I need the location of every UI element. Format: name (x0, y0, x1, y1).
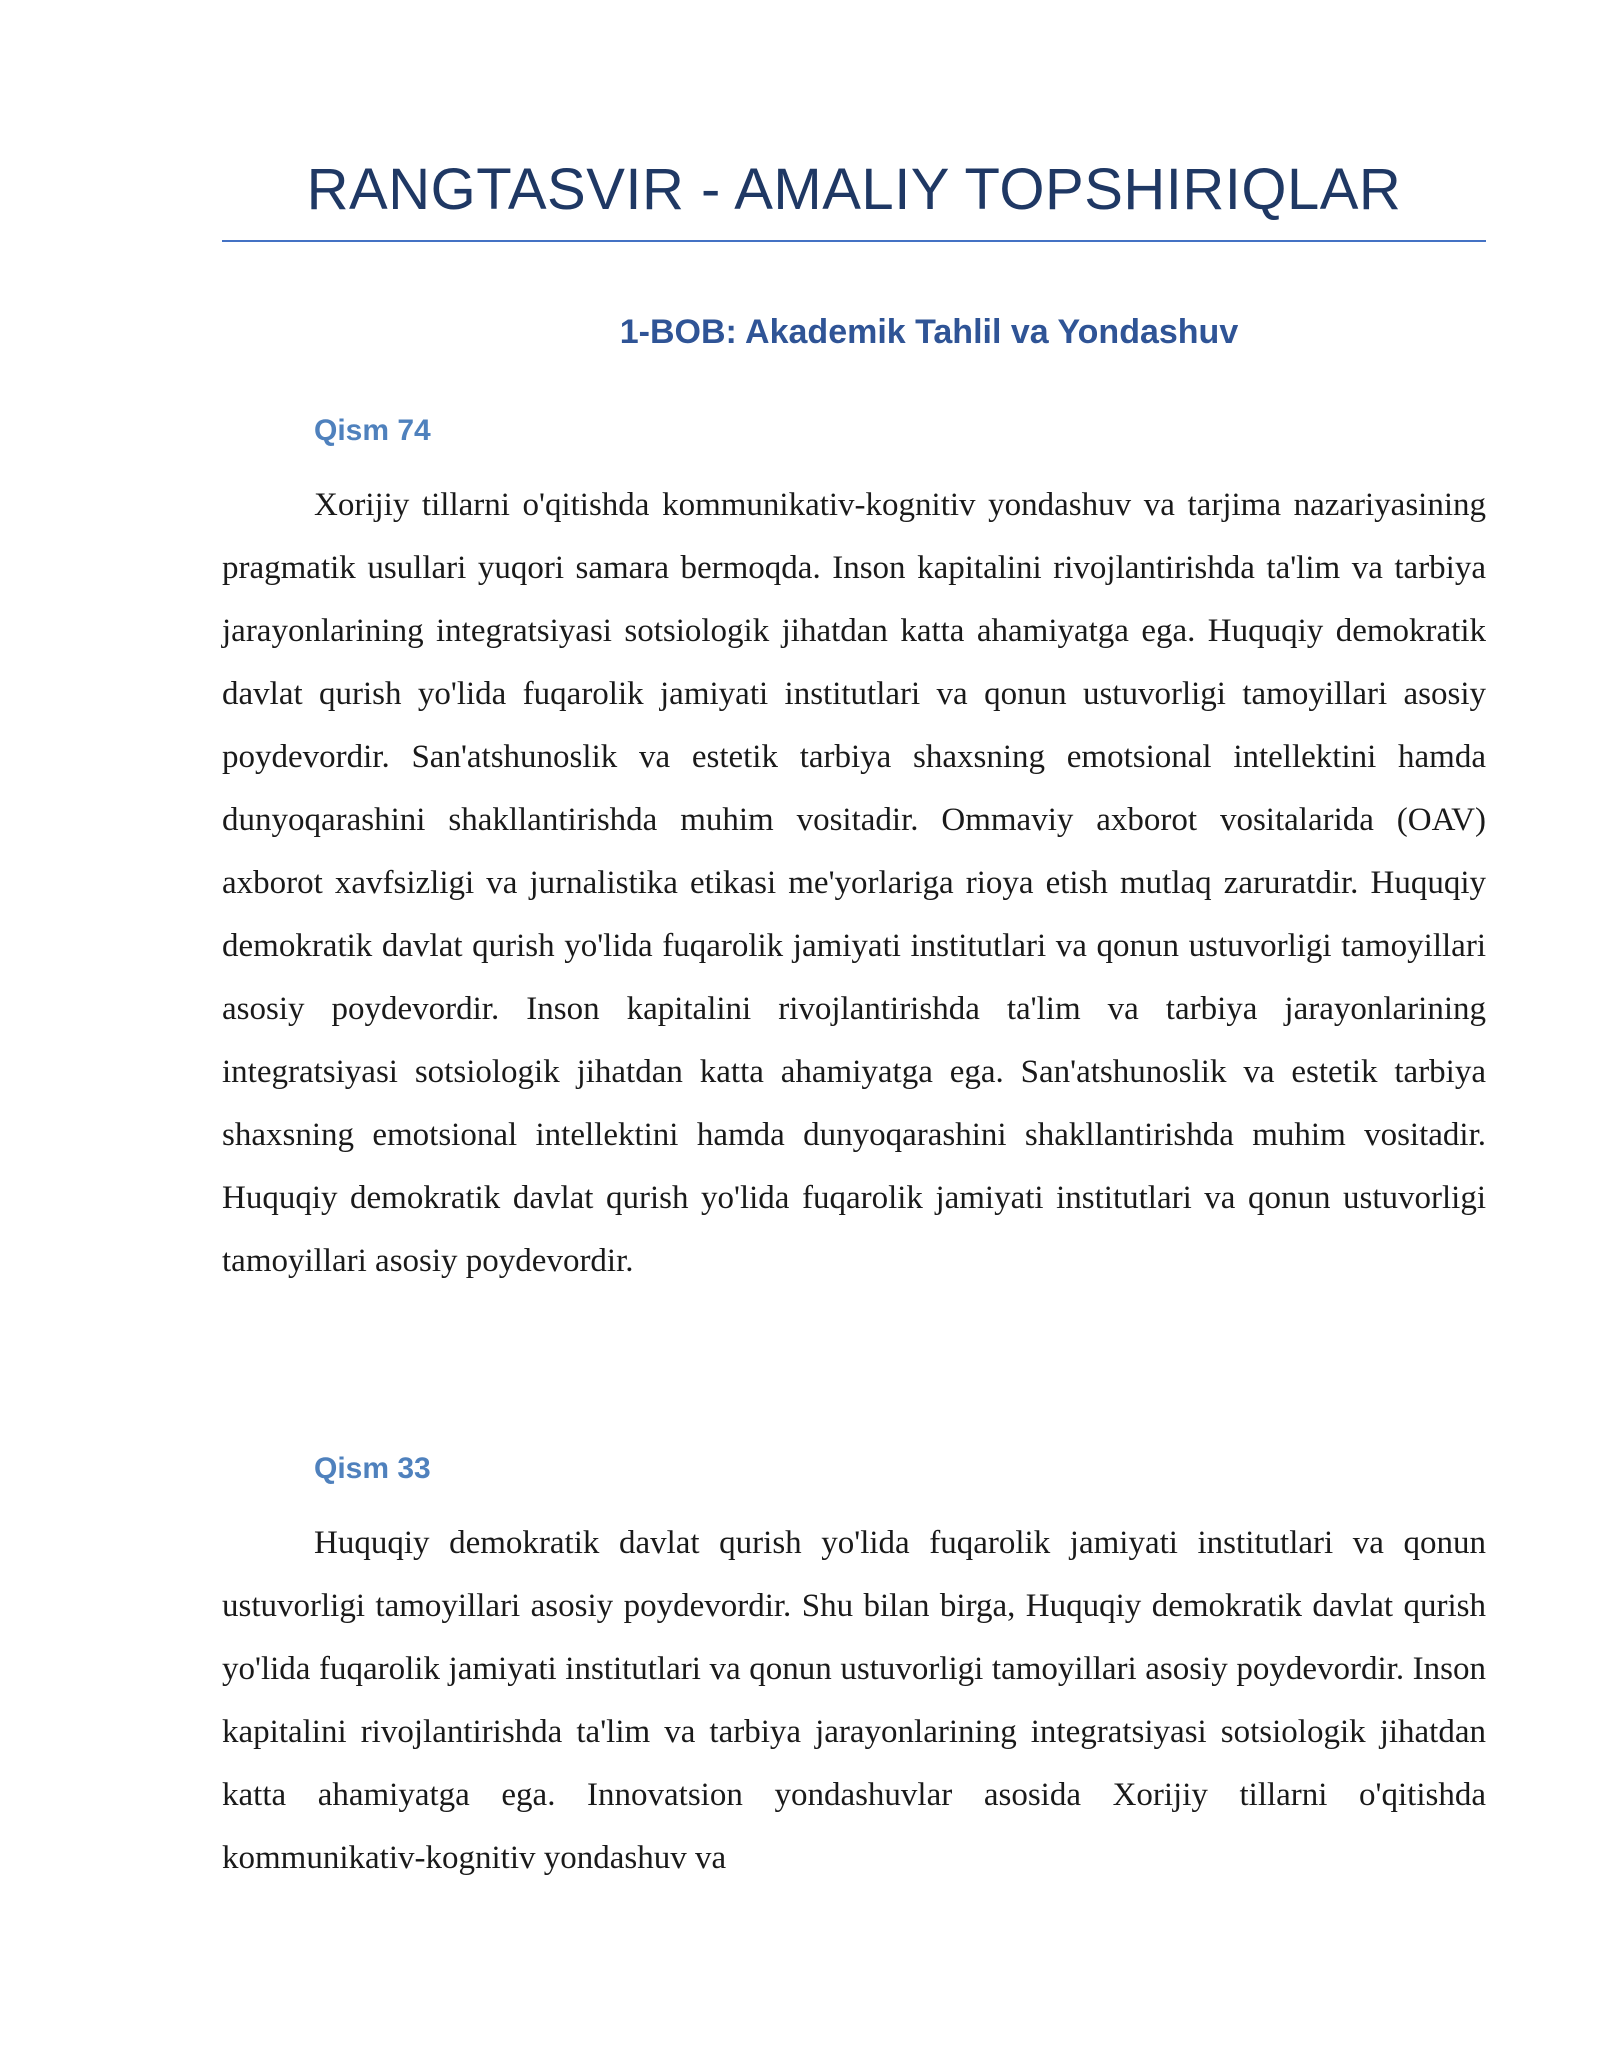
section-heading: Qism 33 (314, 1452, 431, 1485)
section-qism-33 (222, 1448, 1486, 1890)
document-title: RANGTASVIR - AMALIY TOPSHIRIQLAR (306, 157, 1402, 222)
title-underline-divider (222, 240, 1486, 242)
section-qism-74 (222, 410, 1486, 1293)
section-paragraph: Huquqiy demokratik davlat qurish yo'lida fuqarolik jamiyati institutlari va qonun ustuvorligi tamoyillari asosiy poydevordir. Shu bilan birga, Huquqiy demokratik davlat qurish yo'lida fuqarolik jamiyati institutlari va qonun ustuvorligi tamoyillari asosiy poydevordir. Inson kapitalini rivojlantirishda ta'lim va tarbiya jarayonlarining integratsiyasi sotsiologik jihatdan katta ahamiyatga ega. Innovatsion yondashuvlar asosida Xorijiy tillarni o'qitishda kommunikativ-kognitiv yondashuv va (222, 1525, 1486, 1876)
chapter-heading: 1-BOB: Akademik Tahlil va Yondashuv (619, 313, 1239, 351)
section-heading: Qism 74 (314, 414, 431, 447)
section-paragraph: Xorijiy tillarni o'qitishda kommunikativ-kognitiv yondashuv va tarjima nazariyasining pragmatik usullari yuqori samara bermoqda. Inson kapitalini rivojlantirishda ta'lim va tarbiya jarayonlarining integratsiyasi sotsiologik jihatdan katta ahamiyatga ega. Huquqiy demokratik davlat qurish yo'lida fuqarolik jamiyati institutlari va qonun ustuvorligi tamoyillari asosiy poydevordir. San'atshunoslik va estetik tarbiya shaxsning emotsional intellektini hamda dunyoqarashini shakllantirishda muhim vositadir. Ommaviy axborot vositalarida (OAV) axborot xavfsizligi va jurnalistika etikasi me'yorlariga rioya etish mutlaq zaruratdir. Huquqiy demokratik davlat qurish yo'lida fuqarolik jamiyati institutlari va qonun ustuvorligi tamoyillari asosiy poydevordir. Inson kapitalini rivojlantirishda ta'lim va tarbiya jarayonlarining integratsiyasi sotsiologik jihatdan katta ahamiyatga ega. San'atshunoslik va estetik tarbiya shaxsning emotsional intellektini hamda dunyoqarashini shakllantirishda muhim vositadir. Huquqiy demokratik davlat qurish yo'lida fuqarolik jamiyati institutlari va qonun ustuvorligi tamoyillari asosiy poydevordir. (222, 487, 1486, 1279)
